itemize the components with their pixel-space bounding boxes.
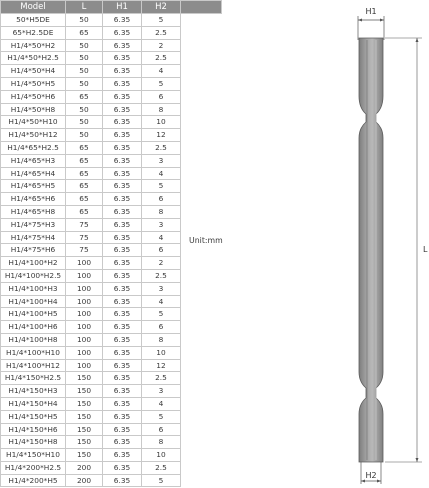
table-row [1, 52, 222, 65]
cell-length: 65 [66, 193, 103, 206]
cell-model: H1/4*100*H6 [1, 321, 66, 334]
cell-h2: 6 [142, 321, 181, 334]
cell-model: H1/4*150*H6 [1, 423, 66, 436]
cell-model: H1/4*50*H10 [1, 116, 66, 129]
cell-length: 100 [66, 308, 103, 321]
cell-h2: 6 [142, 423, 181, 436]
cell-model: H1/4*100*H2.5 [1, 269, 66, 282]
cell-model: H1/4*150*H8 [1, 436, 66, 449]
cell-length: 50 [66, 39, 103, 52]
table-row [1, 436, 222, 449]
length-label: L [423, 245, 428, 254]
cell-h1: 6.35 [103, 282, 142, 295]
cell-h2: 5 [142, 308, 181, 321]
cell-h1: 6.35 [103, 449, 142, 462]
table-row [1, 410, 222, 423]
cell-length: 65 [66, 154, 103, 167]
cell-length: 100 [66, 269, 103, 282]
cell-h2: 6 [142, 90, 181, 103]
cell-length: 150 [66, 410, 103, 423]
table-row [1, 244, 222, 257]
cell-h2: 3 [142, 154, 181, 167]
cell-h1: 6.35 [103, 244, 142, 257]
cell-model: H1/4*75*H3 [1, 218, 66, 231]
table-row [1, 103, 222, 116]
cell-h2: 5 [142, 180, 181, 193]
cell-model: H1/4*100*H8 [1, 333, 66, 346]
cell-h2: 5 [142, 410, 181, 423]
cell-h2: 4 [142, 65, 181, 78]
cell-model: H1/4*75*H4 [1, 231, 66, 244]
cell-model: H1/4*100*H2 [1, 257, 66, 270]
cell-h1: 6.35 [103, 461, 142, 474]
cell-h2: 8 [142, 333, 181, 346]
cell-length: 65 [66, 26, 103, 39]
cell-length: 150 [66, 372, 103, 385]
table-row [1, 359, 222, 372]
cell-length: 100 [66, 333, 103, 346]
cell-h1: 6.35 [103, 321, 142, 334]
cell-h1: 6.35 [103, 218, 142, 231]
cell-h1: 6.35 [103, 257, 142, 270]
h1-label: H1 [365, 7, 377, 16]
cell-h2: 6 [142, 193, 181, 206]
unit-label: Unit:mm [189, 236, 223, 245]
cell-length: 150 [66, 436, 103, 449]
table-row [1, 397, 222, 410]
table-row [1, 257, 222, 270]
table-row [1, 282, 222, 295]
cell-h2: 10 [142, 449, 181, 462]
cell-h2: 3 [142, 385, 181, 398]
cell-model: H1/4*100*H3 [1, 282, 66, 295]
cell-length: 100 [66, 321, 103, 334]
cell-model: H1/4*50*H2 [1, 39, 66, 52]
cell-h2: 4 [142, 167, 181, 180]
cell-length: 50 [66, 14, 103, 27]
cell-model: H1/4*100*H5 [1, 308, 66, 321]
cell-h1: 6.35 [103, 52, 142, 65]
cell-h2: 8 [142, 205, 181, 218]
h1-dimension [358, 7, 384, 40]
cell-model: H1/4*65*H4 [1, 167, 66, 180]
cell-h2: 4 [142, 397, 181, 410]
cell-length: 65 [66, 180, 103, 193]
cell-h1: 6.35 [103, 346, 142, 359]
h2-dimension [361, 462, 381, 484]
cell-length: 100 [66, 359, 103, 372]
cell-model: H1/4*150*H3 [1, 385, 66, 398]
cell-h2: 12 [142, 129, 181, 142]
cell-model: H1/4*150*H2.5 [1, 372, 66, 385]
table-row [1, 218, 222, 231]
cell-h1: 6.35 [103, 90, 142, 103]
cell-length: 150 [66, 397, 103, 410]
cell-model: H1/4*50*H8 [1, 103, 66, 116]
header-model: Model [1, 1, 66, 14]
cell-length: 65 [66, 141, 103, 154]
cell-h1: 6.35 [103, 308, 142, 321]
header-h2: H2 [142, 1, 181, 14]
hex-bit-diagram [329, 0, 429, 488]
cell-length: 50 [66, 65, 103, 78]
table-header-row [1, 1, 222, 14]
table-row [1, 180, 222, 193]
table-row [1, 14, 222, 27]
cell-h2: 2 [142, 257, 181, 270]
cell-model: H1/4*50*H2.5 [1, 52, 66, 65]
cell-h1: 6.35 [103, 103, 142, 116]
cell-length: 75 [66, 244, 103, 257]
table-row [1, 333, 222, 346]
cell-h1: 6.35 [103, 193, 142, 206]
cell-length: 100 [66, 282, 103, 295]
cell-length: 150 [66, 423, 103, 436]
table-row [1, 77, 222, 90]
cell-h2: 4 [142, 231, 181, 244]
cell-h2: 5 [142, 14, 181, 27]
cell-model: 65*H2.5DE [1, 26, 66, 39]
table-row [1, 269, 222, 282]
cell-model: H1/4*50*H5 [1, 77, 66, 90]
table-row [1, 167, 222, 180]
cell-length: 75 [66, 231, 103, 244]
cell-length: 50 [66, 129, 103, 142]
table-row [1, 372, 222, 385]
cell-model: H1/4*65*H2.5 [1, 141, 66, 154]
table-row [1, 474, 222, 487]
cell-length: 50 [66, 116, 103, 129]
header-h1: H1 [103, 1, 142, 14]
cell-model: H1/4*200*H5 [1, 474, 66, 487]
cell-h1: 6.35 [103, 14, 142, 27]
table-row [1, 154, 222, 167]
table-row [1, 346, 222, 359]
cell-h2: 4 [142, 295, 181, 308]
cell-h2: 2 [142, 39, 181, 52]
table-row [1, 129, 222, 142]
table-row [1, 90, 222, 103]
cell-h1: 6.35 [103, 474, 142, 487]
table-row [1, 449, 222, 462]
cell-h1: 6.35 [103, 141, 142, 154]
cell-h1: 6.35 [103, 65, 142, 78]
cell-model: H1/4*100*H12 [1, 359, 66, 372]
cell-h2: 12 [142, 359, 181, 372]
cell-model: H1/4*50*H12 [1, 129, 66, 142]
cell-length: 100 [66, 346, 103, 359]
cell-h1: 6.35 [103, 129, 142, 142]
cell-h1: 6.35 [103, 39, 142, 52]
cell-h2: 8 [142, 103, 181, 116]
cell-length: 50 [66, 103, 103, 116]
cell-model: H1/4*100*H4 [1, 295, 66, 308]
unit-column [181, 1, 222, 14]
table-row [1, 205, 222, 218]
cell-h1: 6.35 [103, 423, 142, 436]
table-row [1, 39, 222, 52]
cell-h2: 3 [142, 282, 181, 295]
cell-length: 200 [66, 474, 103, 487]
cell-h2: 5 [142, 474, 181, 487]
cell-h1: 6.35 [103, 397, 142, 410]
cell-h1: 6.35 [103, 295, 142, 308]
cell-model: H1/4*65*H6 [1, 193, 66, 206]
cell-h1: 6.35 [103, 436, 142, 449]
cell-h1: 6.35 [103, 359, 142, 372]
cell-h1: 6.35 [103, 231, 142, 244]
cell-h1: 6.35 [103, 167, 142, 180]
table-body [1, 14, 222, 487]
cell-h1: 6.35 [103, 269, 142, 282]
h2-label: H2 [365, 471, 377, 480]
cell-h1: 6.35 [103, 26, 142, 39]
cell-length: 50 [66, 77, 103, 90]
cell-length: 200 [66, 461, 103, 474]
cell-h2: 6 [142, 244, 181, 257]
cell-model: H1/4*50*H4 [1, 65, 66, 78]
cell-model: H1/4*200*H2.5 [1, 461, 66, 474]
cell-length: 150 [66, 385, 103, 398]
cell-model: H1/4*65*H5 [1, 180, 66, 193]
cell-h2: 2.5 [142, 26, 181, 39]
cell-length: 100 [66, 295, 103, 308]
cell-h1: 6.35 [103, 410, 142, 423]
table-row [1, 141, 222, 154]
cell-h2: 2.5 [142, 461, 181, 474]
bit-body [359, 38, 383, 462]
cell-h2: 5 [142, 77, 181, 90]
cell-h2: 8 [142, 436, 181, 449]
cell-model: H1/4*75*H6 [1, 244, 66, 257]
cell-model: H1/4*100*H10 [1, 346, 66, 359]
cell-model: H1/4*50*H6 [1, 90, 66, 103]
cell-model: H1/4*150*H5 [1, 410, 66, 423]
cell-length: 65 [66, 205, 103, 218]
cell-model: H1/4*150*H4 [1, 397, 66, 410]
cell-h1: 6.35 [103, 116, 142, 129]
table-row [1, 461, 222, 474]
cell-h1: 6.35 [103, 385, 142, 398]
cell-h2: 10 [142, 116, 181, 129]
table-row [1, 193, 222, 206]
table-row [1, 116, 222, 129]
cell-h1: 6.35 [103, 180, 142, 193]
cell-h2: 3 [142, 218, 181, 231]
cell-model: H1/4*150*H10 [1, 449, 66, 462]
cell-h1: 6.35 [103, 205, 142, 218]
cell-h1: 6.35 [103, 77, 142, 90]
cell-length: 100 [66, 257, 103, 270]
table-row [1, 26, 222, 39]
cell-model: 50*H5DE [1, 14, 66, 27]
cell-length: 50 [66, 52, 103, 65]
cell-h1: 6.35 [103, 333, 142, 346]
table-row [1, 321, 222, 334]
table-row [1, 295, 222, 308]
table-row [1, 308, 222, 321]
cell-h2: 2.5 [142, 52, 181, 65]
cell-h1: 6.35 [103, 372, 142, 385]
header-l: L [66, 1, 103, 14]
cell-h1: 6.35 [103, 154, 142, 167]
cell-h2: 2.5 [142, 372, 181, 385]
cell-model: H1/4*65*H3 [1, 154, 66, 167]
length-dimension [385, 38, 428, 462]
cell-h2: 10 [142, 346, 181, 359]
cell-length: 75 [66, 218, 103, 231]
cell-h2: 2.5 [142, 269, 181, 282]
table-row [1, 385, 222, 398]
cell-h2: 2.5 [142, 141, 181, 154]
table-row [1, 423, 222, 436]
cell-length: 65 [66, 167, 103, 180]
cell-model: H1/4*65*H8 [1, 205, 66, 218]
table-row [1, 65, 222, 78]
cell-length: 150 [66, 449, 103, 462]
cell-length: 65 [66, 90, 103, 103]
